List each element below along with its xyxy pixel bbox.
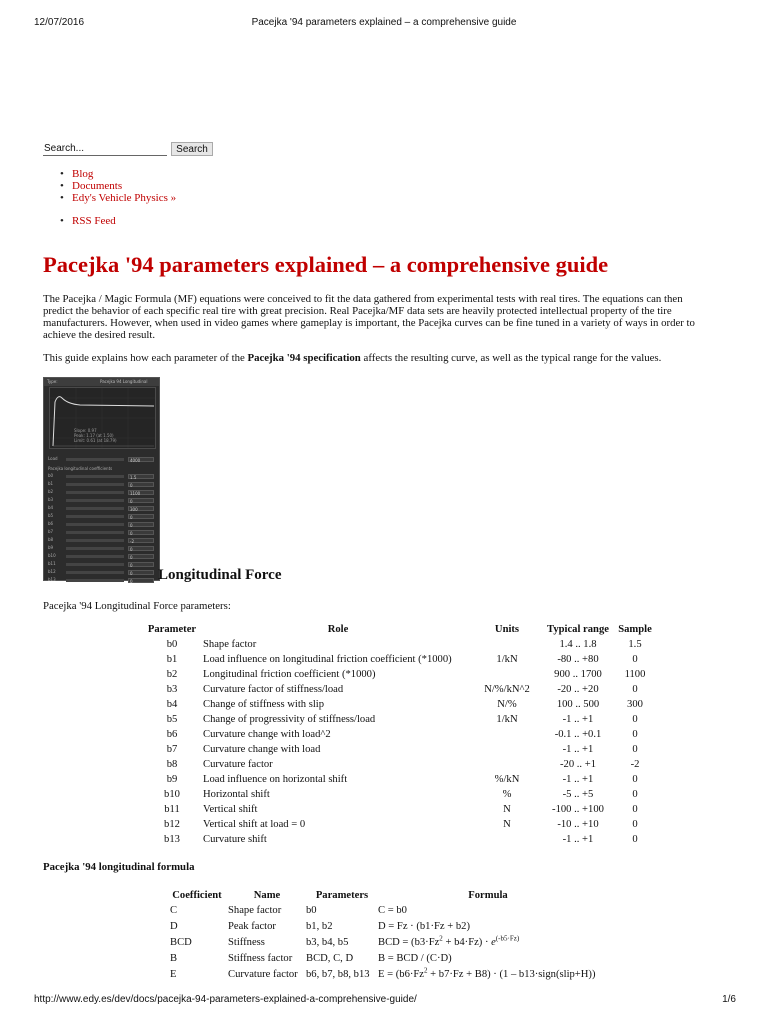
slope-readout: Slope: 0.97 [74,428,97,433]
limit-readout: Limit: 0.61 (at 18.79) [74,438,117,443]
units-cell: 1/kN [496,714,518,725]
nav-item-documents [46,180,176,192]
units-cell [475,832,539,847]
param-cell: b11 [164,804,180,815]
search-button[interactable]: Search [171,142,213,156]
params-cell: b1, b2 [306,921,333,932]
coefficient-row [48,481,156,489]
coefficient-slider[interactable] [66,475,124,478]
coefficient-field[interactable]: 0 [128,546,154,551]
coefficient-label: b7 [48,529,54,534]
param-cell: b4 [166,699,178,710]
peak-readout: Peak: 1.17 (at 1.50) [74,433,114,438]
nav-item-blog [46,168,176,180]
coefficient-row [48,569,156,577]
range-cell: 900 .. 1700 [554,669,602,680]
sample-cell: 0 [632,684,638,695]
print-header [0,0,768,28]
coefficient-slider[interactable] [66,531,124,534]
header-name: Name [253,890,281,901]
intro-paragraph [43,293,743,341]
formula-exponent: (-b5·Fz) [495,934,520,943]
load-label: Load [48,456,58,461]
role-cell: Load influence on horizontal shift [203,774,348,785]
intro-line: predict the behavior of each specific real tire with great precision. Real Pacejka/MF data sets are heavily protected intellectual property of the tire [43,305,672,317]
sample-cell: 0 [632,789,638,800]
table-header-row [143,622,653,637]
role-cell: Horizontal shift [203,789,270,800]
coefficient-field[interactable]: 0 [128,530,154,535]
coefficient-slider[interactable] [66,563,124,566]
coefficient-label: b3 [48,497,54,502]
table-row [166,967,598,983]
load-field[interactable]: 4000 [128,457,154,462]
coefficient-slider[interactable] [66,491,124,494]
coefficient-slider[interactable] [66,555,124,558]
editor-tab-label: Pacejka 94 Longitudinal [100,379,148,384]
table-row [166,903,598,919]
param-cell: b7 [166,744,178,755]
header-coefficient: Coefficient [172,890,222,901]
print-title: Pacejka '94 parameters explained – a comprehensive guide [251,17,517,28]
role-cell: Curvature factor [203,759,273,770]
coef-cell: B [170,953,178,964]
table-header-row [166,888,598,903]
nav-link-documents[interactable]: Documents [72,180,123,192]
formula-cell: D = Fz · (b1·Fz + b2) [378,921,470,932]
coefficient-label: b4 [48,505,54,510]
units-cell [475,727,539,742]
coefficient-field[interactable]: 0 [128,522,154,527]
coef-cell: C [170,905,178,916]
params-cell: BCD, C, D [306,953,354,964]
params-cell: b3, b4, b5 [306,937,349,948]
range-cell: -20 .. +1 [560,759,596,770]
param-cell: b8 [166,759,178,770]
coefficient-row [48,553,156,561]
range-cell: -0.1 .. +0.1 [554,729,602,740]
sample-cell: 0 [632,834,638,845]
coefficient-slider[interactable] [66,539,124,542]
sample-cell: -2 [630,759,640,770]
intro-line: achieve the desired result. [43,329,156,341]
guide-paragraph [43,352,743,364]
coefficient-row [48,473,156,481]
sample-cell: 0 [632,744,638,755]
rss-nav [46,215,116,227]
coef-cell: E [170,969,177,980]
table-row [143,727,653,742]
table-row [143,712,653,727]
sample-cell: 1.5 [628,639,642,650]
role-cell: Shape factor [203,639,257,650]
header-parameter: Parameter [147,624,197,635]
range-cell: -1 .. +1 [562,774,594,785]
role-cell: Curvature change with load^2 [203,729,331,740]
coefficient-label: b5 [48,513,54,518]
param-cell: b2 [166,669,178,680]
header-units: Units [494,624,520,635]
main-nav [46,168,176,204]
table-row [143,682,653,697]
sample-cell: 0 [632,819,638,830]
header-parameters: Parameters [315,890,369,901]
units-cell: N [503,804,511,815]
units-cell [475,667,539,682]
role-cell: Vertical shift at load = 0 [203,819,306,830]
table-row [143,817,653,832]
coefficient-label: b0 [48,473,54,478]
print-date: 12/07/2016 [34,17,85,28]
table-row [143,637,653,652]
role-cell: Change of progressivity of stiffness/load [203,714,376,725]
table-row [166,951,598,967]
coefficient-row [48,489,156,497]
coefficient-field[interactable]: 0 [128,570,154,575]
editor-type-label: Type: [47,379,58,384]
sample-cell: 0 [632,729,638,740]
coefficient-slider[interactable] [66,523,124,526]
curve-stats [74,428,117,443]
name-cell: Peak factor [228,921,276,932]
param-cell: b10 [164,789,180,800]
coefficient-slider[interactable] [66,571,124,574]
coefficient-row [48,577,156,585]
print-url: http://www.edy.es/dev/docs/pacejka-94-parameters-explained-a-comprehensive-guide/ [34,994,417,1005]
formula-cell [378,967,598,983]
table-row [143,742,653,757]
role-cell: Change of stiffness with slip [203,699,325,710]
section-title: Longitudinal Force [158,567,282,583]
range-cell: 1.4 .. 1.8 [559,639,597,650]
formula-title: Pacejka '94 longitudinal formula [43,861,195,873]
coefficient-row [48,537,156,545]
sample-cell: 0 [632,654,638,665]
coefficient-field[interactable]: 0 [128,578,154,583]
editor-titlebar [44,378,159,386]
coefficient-row [48,513,156,521]
coefficient-rows [48,473,156,585]
range-cell: -20 .. +20 [557,684,599,695]
intro-line: manufacturers. However, when used in video games where gameplay is important, the Pacejka curves can be fine tuned in a variety of ways in order to [43,317,695,329]
sample-cell: 0 [632,774,638,785]
coefficient-row [48,561,156,569]
coefficient-slider[interactable] [66,483,124,486]
param-cell: b9 [166,774,178,785]
coefficient-slider[interactable] [66,579,124,582]
nav-item-vehicle-physics [46,192,176,204]
coefficient-label: b1 [48,481,54,486]
intro-line: The Pacejka / Magic Formula (MF) equations were conceived to fit the data gathered from experimental tests with real tires. The equations can then [43,293,683,305]
header-sample: Sample [618,624,652,635]
range-cell: -10 .. +10 [557,819,599,830]
units-cell: N/%/kN^2 [484,684,530,695]
sample-cell: 300 [627,699,643,710]
coefficient-label: b11 [48,561,56,566]
units-cell: %/kN [494,774,520,785]
page-title: Pacejka '94 parameters explained – a comprehensive guide [43,252,609,277]
coefficient-slider[interactable] [66,515,124,518]
load-slider[interactable] [66,458,124,461]
header-formula: Formula [468,890,508,901]
formula-text: + b7·Fz + B8) · (1 – b13·sign(slip+H)) [427,969,596,980]
units-cell: % [502,789,512,800]
param-cell: b13 [164,834,180,845]
coefficient-field[interactable]: 0 [128,554,154,559]
pacejka-editor-screenshot [43,377,160,584]
table-row [143,832,653,847]
coefficient-slider[interactable] [66,547,124,550]
search-input[interactable] [43,141,167,156]
table-row [143,802,653,817]
params-table-body [143,637,653,847]
name-cell: Shape factor [228,905,282,916]
units-cell: N [503,819,511,830]
role-cell: Curvature factor of stiffness/load [203,684,344,695]
units-cell [475,742,539,757]
coefficient-row [48,529,156,537]
name-cell: Stiffness [228,937,265,948]
coefficient-row [48,505,156,513]
guide-text: This guide explains how each parameter of the [43,352,248,364]
spec-name: Pacejka '94 specification [247,352,361,364]
coefficients-section: Pacejka longitudinal coefficients [48,466,113,471]
formula-cell: B = BCD / (C·D) [378,953,452,964]
param-cell: b1 [166,654,178,665]
table-row [143,697,653,712]
table-row [143,787,653,802]
table-row [143,772,653,787]
sample-cell: 0 [632,714,638,725]
header-role: Role [327,624,349,635]
units-cell: N/% [497,699,517,710]
coefficient-label: b9 [48,545,54,550]
coefficient-row [48,521,156,529]
param-cell: b5 [166,714,178,725]
formula-text: E = (b6·Fz [378,969,424,980]
role-cell: Curvature change with load [203,744,321,755]
coefficient-field[interactable]: -2 [128,538,154,543]
coefficient-field[interactable]: 1.5 [128,474,154,479]
longitudinal-formula-table [166,888,598,983]
units-cell: 1/kN [496,654,518,665]
formula-cell [378,935,598,951]
table-row [166,935,598,951]
coefficient-label: b10 [48,553,56,558]
table-row [166,919,598,935]
range-cell: -1 .. +1 [562,834,594,845]
nav-link-vehicle-physics[interactable]: Edy's Vehicle Physics » [72,192,177,204]
param-cell: b0 [166,639,178,650]
formula-text: BCD = (b3·Fz [378,937,440,948]
param-cell: b3 [166,684,178,695]
formula-text: + b4·Fz) · [442,937,492,948]
coefficient-row [48,497,156,505]
table-row [143,757,653,772]
coefficient-field[interactable]: 1100 [128,490,154,495]
load-row [48,456,156,464]
role-cell: Curvature shift [203,834,267,845]
rss-feed-link[interactable]: RSS Feed [72,215,116,227]
sample-cell: 0 [632,804,638,815]
range-cell: -80 .. +80 [557,654,599,665]
longitudinal-params-table [143,622,653,847]
coefficient-label: b12 [48,569,56,574]
coefficient-label: b2 [48,489,54,494]
name-cell: Stiffness factor [228,953,293,964]
print-page-number: 1/6 [722,994,736,1005]
formula-cell: C = b0 [378,905,407,916]
coefficient-slider[interactable] [66,499,124,502]
header-typical-range: Typical range [547,624,609,635]
range-cell: -1 .. +1 [562,744,594,755]
role-cell: Load influence on longitudinal friction coefficient (*1000) [203,654,452,665]
coef-cell: D [170,921,178,932]
params-cell: b0 [306,905,317,916]
sample-cell: 1100 [624,669,646,680]
coefficient-field[interactable]: 0 [128,562,154,567]
params-cell: b6, b7, b8, b13 [306,969,370,980]
nav-item-rss [46,215,116,227]
param-cell: b12 [164,819,180,830]
formula-exponent: 2 [439,934,443,943]
coefficient-label: b6 [48,521,54,526]
search-form [43,141,208,159]
formula-exponent: 2 [424,966,428,975]
coefficient-field[interactable]: 0 [128,498,154,503]
coefficient-label: b13 [48,577,56,582]
units-cell [475,757,539,772]
nav-link-blog[interactable]: Blog [72,168,94,180]
range-cell: 100 .. 500 [556,699,600,710]
guide-text-end: affects the resulting curve, as well as the typical range for the values. [360,352,662,364]
name-cell: Curvature factor [228,969,298,980]
table-caption: Pacejka '94 Longitudinal Force parameters: [43,600,231,612]
coefficient-slider[interactable] [66,507,124,510]
role-cell: Longitudinal friction coefficient (*1000) [203,669,376,680]
range-cell: -5 .. +5 [562,789,594,800]
coefficient-field[interactable]: 300 [128,506,154,511]
coefficient-field[interactable]: 0 [128,482,154,487]
coefficient-label: b8 [48,537,54,542]
table-row [143,667,653,682]
param-cell: b6 [166,729,178,740]
formula-e: e [491,937,496,948]
range-cell: -100 .. +100 [552,804,604,815]
role-cell: Vertical shift [203,804,258,815]
range-cell: -1 .. +1 [562,714,594,725]
units-cell [475,637,539,652]
coefficient-field[interactable]: 0 [128,514,154,519]
coefficient-row [48,545,156,553]
table-row [143,652,653,667]
coef-cell: BCD [170,937,192,948]
